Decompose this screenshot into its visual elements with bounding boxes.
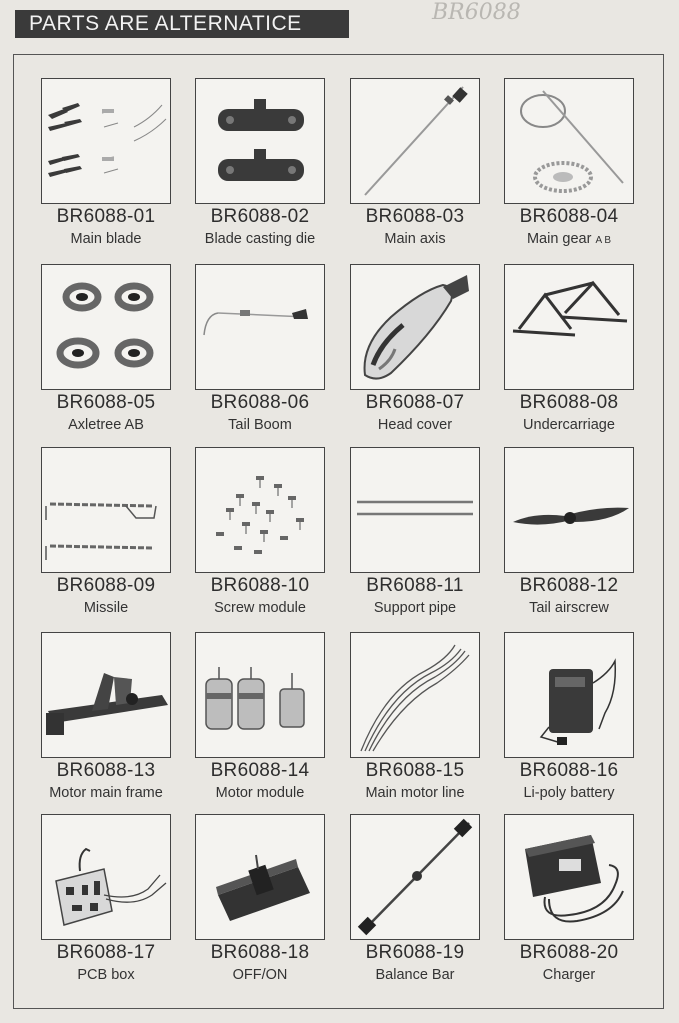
part-code: BR6088-19: [365, 942, 465, 963]
part-code: BR6088-09: [56, 575, 156, 596]
part-cell: [195, 264, 347, 444]
parts-grid: [14, 55, 665, 1010]
part-name: Motor main frame: [49, 785, 163, 801]
part-name: Balance Bar: [375, 967, 455, 983]
part-name: Li-poly battery: [523, 785, 615, 801]
part-thumb: [41, 447, 171, 573]
part-name: Main gear A B: [526, 231, 612, 247]
part-code: BR6088-13: [56, 760, 156, 781]
main-shaft-icon: [351, 79, 479, 203]
part-code: BR6088-01: [56, 206, 156, 227]
part-cell: [41, 78, 193, 258]
part-cell: [504, 264, 656, 444]
part-thumb: [350, 632, 480, 758]
part-thumb: [41, 632, 171, 758]
blade-grip-icon: [196, 79, 324, 203]
part-cell: [350, 447, 502, 627]
part-name: Head cover: [377, 417, 453, 433]
main-gear-icon: [505, 79, 633, 203]
part-code: BR6088-15: [365, 760, 465, 781]
part-code: BR6088-05: [56, 392, 156, 413]
part-name: Blade casting die: [204, 231, 316, 247]
part-thumb: [504, 78, 634, 204]
part-cell: [195, 814, 347, 994]
part-thumb: [195, 814, 325, 940]
main-blade-icon: [42, 79, 170, 203]
part-thumb: [350, 78, 480, 204]
part-cell: [350, 264, 502, 444]
part-thumb: [41, 814, 171, 940]
canopy-icon: [351, 265, 479, 389]
part-thumb: [504, 632, 634, 758]
part-thumb: [504, 814, 634, 940]
part-name: Main motor line: [365, 785, 465, 801]
part-thumb: [350, 814, 480, 940]
part-thumb: [195, 447, 325, 573]
part-code: BR6088-18: [210, 942, 310, 963]
part-cell: [41, 632, 193, 812]
part-thumb: [41, 264, 171, 390]
part-cell: [41, 814, 193, 994]
switch-icon: [196, 815, 324, 939]
tail-boom-icon: [196, 265, 324, 389]
part-name: Main blade: [70, 231, 142, 247]
part-thumb: [504, 264, 634, 390]
part-code: BR6088-08: [519, 392, 619, 413]
part-cell: [195, 78, 347, 258]
landing-skid-icon: [505, 265, 633, 389]
part-cell: [504, 447, 656, 627]
part-thumb: [350, 447, 480, 573]
part-code: BR6088-02: [210, 206, 310, 227]
charger-icon: [505, 815, 633, 939]
part-thumb: [504, 447, 634, 573]
page-header: [15, 10, 349, 38]
motors-icon: [196, 633, 324, 757]
part-name: Motor module: [215, 785, 305, 801]
battery-icon: [505, 633, 633, 757]
balance-bar-icon: [351, 815, 479, 939]
part-thumb: [195, 264, 325, 390]
part-name: Screw module: [214, 600, 306, 616]
support-pipe-icon: [351, 448, 479, 572]
screws-icon: [196, 448, 324, 572]
part-cell: [504, 632, 656, 812]
part-code: BR6088-07: [365, 392, 465, 413]
part-cell: [41, 447, 193, 627]
motor-frame-icon: [42, 633, 170, 757]
part-code: BR6088-04: [519, 206, 619, 227]
part-name: Support pipe: [373, 600, 457, 616]
part-name: Charger: [542, 967, 596, 983]
part-thumb: [195, 632, 325, 758]
part-code: BR6088-10: [210, 575, 310, 596]
handwritten-note: BR6088: [432, 0, 521, 25]
part-suffix: A B: [595, 235, 612, 246]
part-cell: [350, 814, 502, 994]
part-code: BR6088-11: [366, 575, 464, 596]
part-name: Undercarriage: [523, 417, 615, 433]
part-thumb: [350, 264, 480, 390]
part-name: Axletree AB: [68, 417, 144, 433]
part-code: BR6088-12: [519, 575, 619, 596]
part-name: PCB box: [77, 967, 135, 983]
part-name: Tail airscrew: [529, 600, 609, 616]
parts-frame: [13, 54, 664, 1009]
part-name: Missile: [83, 600, 129, 616]
part-code: BR6088-17: [56, 942, 156, 963]
page-title: PARTS ARE ALTERNATICE: [29, 12, 302, 35]
part-cell: [41, 264, 193, 444]
part-thumb: [195, 78, 325, 204]
wires-icon: [351, 633, 479, 757]
part-cell: [195, 447, 347, 627]
part-code: BR6088-03: [365, 206, 465, 227]
bearing-icon: [42, 265, 170, 389]
part-cell: [350, 632, 502, 812]
part-cell: [504, 78, 656, 258]
part-name: OFF/ON: [232, 967, 288, 983]
part-name: Tail Boom: [228, 417, 292, 433]
part-cell: [195, 632, 347, 812]
part-name: Main axis: [384, 231, 446, 247]
pcb-icon: [42, 815, 170, 939]
part-code: BR6088-06: [210, 392, 310, 413]
missile-icon: [42, 448, 170, 572]
part-code: BR6088-16: [519, 760, 619, 781]
tail-propeller-icon: [505, 448, 633, 572]
part-cell: [350, 78, 502, 258]
part-cell: [504, 814, 656, 994]
part-thumb: [41, 78, 171, 204]
part-code: BR6088-20: [519, 942, 619, 963]
part-code: BR6088-14: [210, 760, 310, 781]
